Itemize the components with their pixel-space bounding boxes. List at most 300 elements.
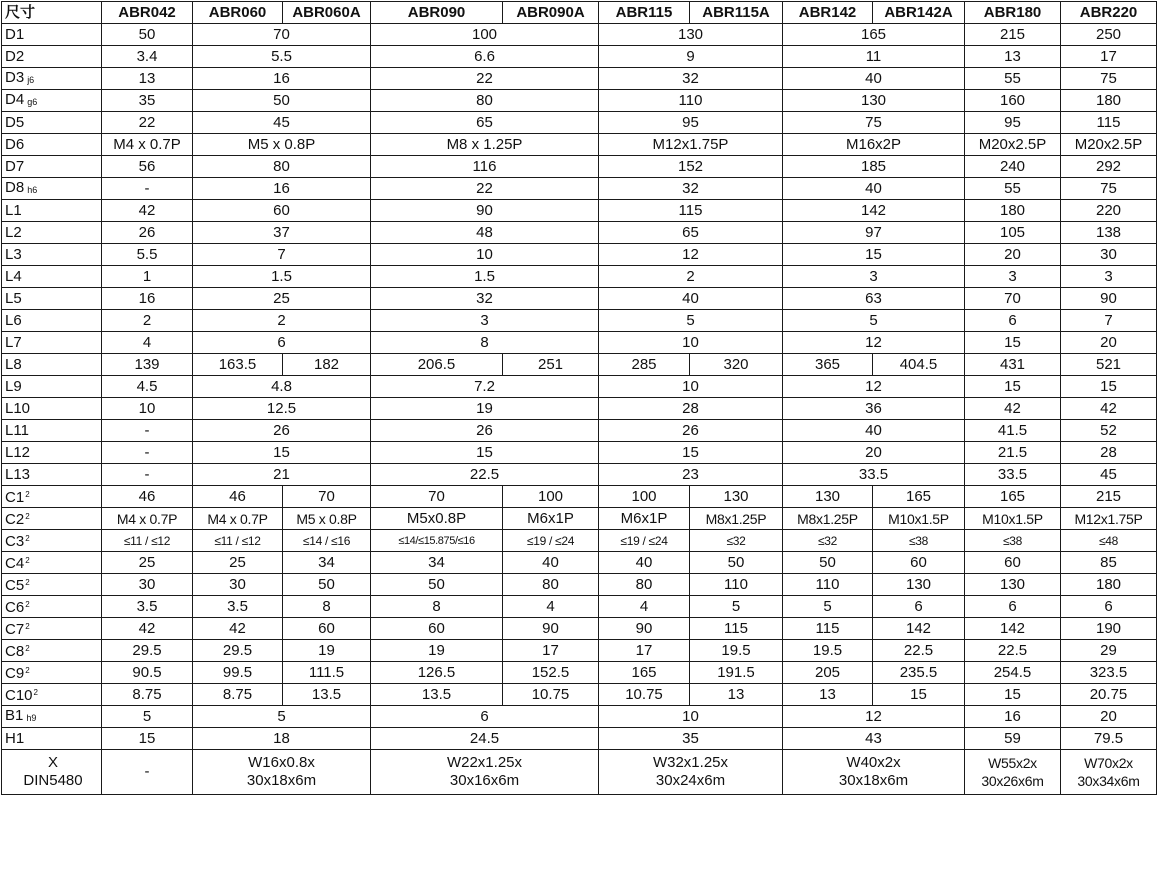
table-row [2,46,1157,68]
table-cell: 37 [193,222,371,244]
table-cell: 21 [193,464,371,486]
table-cell: 90 [1061,288,1157,310]
table-cell: 165 [965,486,1061,508]
table-cell: 24.5 [371,728,599,750]
table-cell: 55 [965,68,1061,90]
table-cell: 19 [371,398,599,420]
table-cell: 6 [965,596,1061,618]
table-cell: 16 [965,706,1061,728]
table-cell: 75 [1061,68,1157,90]
header-row [2,2,1157,24]
table-cell: ≤32 [783,530,873,552]
table-cell: 13 [783,684,873,706]
table-row [2,288,1157,310]
table-cell: 60 [371,618,503,640]
table-cell: 6 [873,596,965,618]
table-cell: 79.5 [1061,728,1157,750]
table-cell: 75 [1061,178,1157,200]
table-cell: 292 [1061,156,1157,178]
table-cell: 40 [783,420,965,442]
table-cell: 13 [690,684,783,706]
row-label-text: D2 [5,47,25,65]
row-label-text: D6 [5,135,25,153]
table-row [2,420,1157,442]
table-cell: W16x0.8x 30x18x6m [193,750,371,795]
table-cell: - [102,750,193,795]
table-cell: 12 [783,332,965,354]
table-cell: 130 [783,486,873,508]
table-cell: - [102,464,193,486]
table-cell: 7.2 [371,376,599,398]
table-cell: 142 [783,200,965,222]
row-label-text: L1 [5,201,22,219]
table-cell: M20x2.5P [965,134,1061,156]
table-row [2,618,1157,640]
row-label-text: L4 [5,267,22,285]
row-label-text: D1 [5,25,25,43]
table-cell: 42 [1061,398,1157,420]
table-cell: 3.5 [102,596,193,618]
table-cell: 55 [965,178,1061,200]
table-cell: 6 [1061,596,1157,618]
table-cell: 15 [873,684,965,706]
table-cell: 20 [1061,706,1157,728]
row-label-text: L8 [5,355,22,373]
table-cell: 130 [599,24,783,46]
row-label-text: C5 [5,577,25,594]
table-cell: 7 [193,244,371,266]
table-cell: 2 [102,310,193,332]
table-cell: 99.5 [193,662,283,684]
table-row [2,244,1157,266]
table-row [2,706,1157,728]
table-row [2,200,1157,222]
table-cell: 110 [690,574,783,596]
table-cell: 23 [599,464,783,486]
table-cell: 100 [371,24,599,46]
table-cell: 9 [599,46,783,68]
table-cell: M5 x 0.8P [193,134,371,156]
table-cell: 5 [783,310,965,332]
table-cell: 20 [1061,332,1157,354]
table-cell: 138 [1061,222,1157,244]
table-cell: 5 [193,706,371,728]
table-cell: 35 [102,90,193,112]
table-cell: 40 [599,288,783,310]
table-cell: 115 [599,200,783,222]
table-row [2,354,1157,376]
table-cell: 105 [965,222,1061,244]
table-cell: W32x1.25x 30x24x6m [599,750,783,795]
table-cell: 40 [503,552,599,574]
row-label-text: L13 [5,465,31,483]
row-label [2,618,102,640]
table-cell: 36 [783,398,965,420]
table-cell: 142 [965,618,1061,640]
table-cell: 320 [690,354,783,376]
table-cell: 5.5 [193,46,371,68]
table-cell: 22.5 [371,464,599,486]
table-cell: W70x2x 30x34x6m [1061,750,1157,795]
table-cell: 152.5 [503,662,599,684]
table-cell: 4 [503,596,599,618]
table-cell: 80 [193,156,371,178]
table-cell: 116 [371,156,599,178]
table-cell: 180 [1061,574,1157,596]
table-cell: 111.5 [283,662,371,684]
row-label [2,310,102,332]
table-cell: 19 [283,640,371,662]
table-cell: 15 [965,332,1061,354]
table-cell: - [102,420,193,442]
table-cell: 46 [102,486,193,508]
table-cell: 65 [599,222,783,244]
table-cell: 110 [599,90,783,112]
table-cell: 185 [783,156,965,178]
table-cell: 56 [102,156,193,178]
table-cell: 139 [102,354,193,376]
row-label [2,706,102,728]
row-label-text: L11 [5,421,29,439]
table-cell: 165 [873,486,965,508]
table-cell: 20 [965,244,1061,266]
table-cell: 6 [371,706,599,728]
table-cell: 115 [1061,112,1157,134]
table-cell: 34 [283,552,371,574]
table-row [2,156,1157,178]
table-cell: 521 [1061,354,1157,376]
row-label [2,288,102,310]
table-row [2,68,1157,90]
table-cell: W55x2x 30x26x6m [965,750,1061,795]
table-cell: 6 [965,310,1061,332]
row-label-text: C2 [5,511,25,528]
table-cell: 75 [783,112,965,134]
table-cell: 32 [599,68,783,90]
table-row [2,684,1157,706]
table-row [2,266,1157,288]
table-cell: 25 [193,288,371,310]
table-cell: 22 [102,112,193,134]
table-cell: 190 [1061,618,1157,640]
table-cell: 130 [690,486,783,508]
table-cell: 12 [783,376,965,398]
row-label-text: X DIN5480 [23,754,83,789]
table-cell: 285 [599,354,690,376]
table-cell: 215 [965,24,1061,46]
table-cell: ≤14/≤15.875/≤16 [371,530,503,552]
table-cell: 5 [599,310,783,332]
table-cell: 3.4 [102,46,193,68]
table-cell: M5x0.8P [371,508,503,530]
table-cell: M4 x 0.7P [102,508,193,530]
row-label-text: L2 [5,223,22,241]
table-row [2,530,1157,552]
table-cell: - [102,178,193,200]
table-cell: ≤32 [690,530,783,552]
row-label [2,530,102,552]
table-cell: 12.5 [193,398,371,420]
table-cell: 115 [783,618,873,640]
table-cell: 40 [783,178,965,200]
table-row [2,464,1157,486]
table-cell: 41.5 [965,420,1061,442]
table-cell: 15 [965,684,1061,706]
table-cell: 15 [193,442,371,464]
table-cell: 10.75 [599,684,690,706]
table-cell: 165 [783,24,965,46]
table-cell: 10 [599,376,783,398]
row-label-text: L10 [5,399,31,417]
table-cell: 42 [965,398,1061,420]
table-row [2,728,1157,750]
table-cell: 323.5 [1061,662,1157,684]
row-label-text: B1 [5,706,24,724]
table-cell: 26 [102,222,193,244]
table-cell: 404.5 [873,354,965,376]
row-label [2,134,102,156]
table-cell: 110 [783,574,873,596]
footnote-marker: 2 [25,622,30,631]
table-cell: 15 [783,244,965,266]
table-cell: 43 [783,728,965,750]
table-cell: 365 [783,354,873,376]
row-label-text: C10 [5,687,33,704]
header-model-abr042: ABR042 [102,2,193,24]
table-cell: 15 [371,442,599,464]
dimension-table [1,1,1157,795]
header-model-abr090a: ABR090A [503,2,599,24]
table-cell: ≤11 / ≤12 [193,530,283,552]
table-cell: 90 [599,618,690,640]
table-cell: 16 [193,178,371,200]
table-cell: 4.5 [102,376,193,398]
table-row [2,376,1157,398]
table-cell: 5 [783,596,873,618]
table-cell: 126.5 [371,662,503,684]
table-cell: 17 [503,640,599,662]
header-model-abr142a: ABR142A [873,2,965,24]
footnote-marker: 2 [25,512,30,521]
table-cell: 4.8 [193,376,371,398]
tolerance-grade: h9 [26,712,37,723]
table-cell: W22x1.25x 30x16x6m [371,750,599,795]
footnote-marker: 2 [25,578,30,587]
table-cell: 5 [690,596,783,618]
row-label-text: C1 [5,489,25,506]
tolerance-grade: j6 [27,74,35,85]
table-cell: 70 [965,288,1061,310]
table-cell: ≤38 [873,530,965,552]
table-cell: M4 x 0.7P [193,508,283,530]
table-row [2,112,1157,134]
footnote-marker: 2 [25,600,30,609]
table-cell: 160 [965,90,1061,112]
table-cell: M16x2P [783,134,965,156]
table-cell: 70 [283,486,371,508]
table-cell: 52 [1061,420,1157,442]
table-cell: 95 [599,112,783,134]
table-row [2,24,1157,46]
table-cell: 3 [371,310,599,332]
table-cell: 70 [371,486,503,508]
table-cell: 35 [599,728,783,750]
table-cell: 182 [283,354,371,376]
table-cell: 130 [965,574,1061,596]
row-label [2,332,102,354]
table-cell: 152 [599,156,783,178]
table-cell: 8.75 [193,684,283,706]
row-label [2,596,102,618]
table-cell: M10x1.5P [873,508,965,530]
table-cell: 235.5 [873,662,965,684]
table-row [2,178,1157,200]
table-cell: 26 [193,420,371,442]
row-label [2,68,102,90]
table-cell: 22.5 [873,640,965,662]
table-cell: 45 [1061,464,1157,486]
table-cell: 60 [283,618,371,640]
table-cell: 50 [102,24,193,46]
table-cell: 165 [599,662,690,684]
row-label [2,684,102,706]
row-label [2,508,102,530]
table-cell: 40 [599,552,690,574]
table-cell: ≤19 / ≤24 [599,530,690,552]
table-row [2,552,1157,574]
table-cell: ≤14 / ≤16 [283,530,371,552]
row-label-text: L12 [5,443,31,461]
table-cell: 10 [371,244,599,266]
row-label-text: H1 [5,729,25,747]
table-cell: M10x1.5P [965,508,1061,530]
table-body [2,2,1157,795]
table-cell: 251 [503,354,599,376]
table-cell: 205 [783,662,873,684]
table-row [2,662,1157,684]
footnote-marker: 2 [25,556,30,565]
row-label [2,464,102,486]
table-cell: 7 [1061,310,1157,332]
row-label-text: L9 [5,377,22,395]
table-cell: 22.5 [965,640,1061,662]
table-cell: 15 [102,728,193,750]
table-cell: 22 [371,68,599,90]
header-model-abr090: ABR090 [371,2,503,24]
table-cell: 60 [965,552,1061,574]
table-cell: 13.5 [371,684,503,706]
table-cell: 30 [102,574,193,596]
table-cell: M20x2.5P [1061,134,1157,156]
table-cell: 191.5 [690,662,783,684]
row-label [2,376,102,398]
row-label-text: C8 [5,643,25,660]
table-row [2,442,1157,464]
table-cell: 15 [965,376,1061,398]
table-cell: 215 [1061,486,1157,508]
table-cell: 15 [599,442,783,464]
table-cell: 19 [371,640,503,662]
table-cell: 42 [193,618,283,640]
table-cell: M12x1.75P [1061,508,1157,530]
header-model-abr115a: ABR115A [690,2,783,24]
table-cell: 10 [102,398,193,420]
table-cell: 80 [599,574,690,596]
table-cell: 13.5 [283,684,371,706]
table-row [2,222,1157,244]
table-row [2,640,1157,662]
row-label [2,552,102,574]
table-cell: 42 [102,618,193,640]
row-label [2,574,102,596]
header-model-abr142: ABR142 [783,2,873,24]
table-cell: 50 [193,90,371,112]
table-cell: 12 [599,244,783,266]
table-cell: 100 [599,486,690,508]
row-label [2,442,102,464]
row-label [2,266,102,288]
table-cell: 431 [965,354,1061,376]
tolerance-grade: g6 [27,96,38,107]
table-cell: 13 [965,46,1061,68]
table-cell: 19.5 [690,640,783,662]
table-row [2,134,1157,156]
table-row [2,90,1157,112]
table-cell: 95 [965,112,1061,134]
table-cell: 63 [783,288,965,310]
table-row [2,596,1157,618]
table-cell: 115 [690,618,783,640]
row-label-text: L7 [5,333,22,351]
table-cell: 130 [783,90,965,112]
table-cell: 17 [599,640,690,662]
table-cell: 6 [193,332,371,354]
table-cell: M6x1P [599,508,690,530]
table-cell: 1.5 [193,266,371,288]
row-label [2,420,102,442]
table-row [2,398,1157,420]
row-label-text: D3 [5,68,25,86]
table-cell: 16 [193,68,371,90]
table-cell: 6.6 [371,46,599,68]
footnote-marker: 2 [25,666,30,675]
table-cell: M8x1.25P [783,508,873,530]
table-cell: 19.5 [783,640,873,662]
row-label-text: D8 [5,178,25,196]
row-label [2,244,102,266]
footnote-marker: 2 [25,644,30,653]
row-label [2,750,102,795]
table-cell: 33.5 [783,464,965,486]
footnote-marker: 2 [25,490,30,499]
row-label [2,728,102,750]
table-cell: 60 [873,552,965,574]
table-cell: 30 [1061,244,1157,266]
table-cell: 29.5 [102,640,193,662]
table-cell: 21.5 [965,442,1061,464]
table-row [2,574,1157,596]
header-model-abr060: ABR060 [193,2,283,24]
table-cell: ≤19 / ≤24 [503,530,599,552]
table-cell: 50 [371,574,503,596]
table-cell: 20 [783,442,965,464]
table-cell: 5.5 [102,244,193,266]
table-cell: 97 [783,222,965,244]
table-cell: 18 [193,728,371,750]
table-cell: 32 [371,288,599,310]
row-label-text: C3 [5,533,25,550]
row-label-text: C7 [5,621,25,638]
